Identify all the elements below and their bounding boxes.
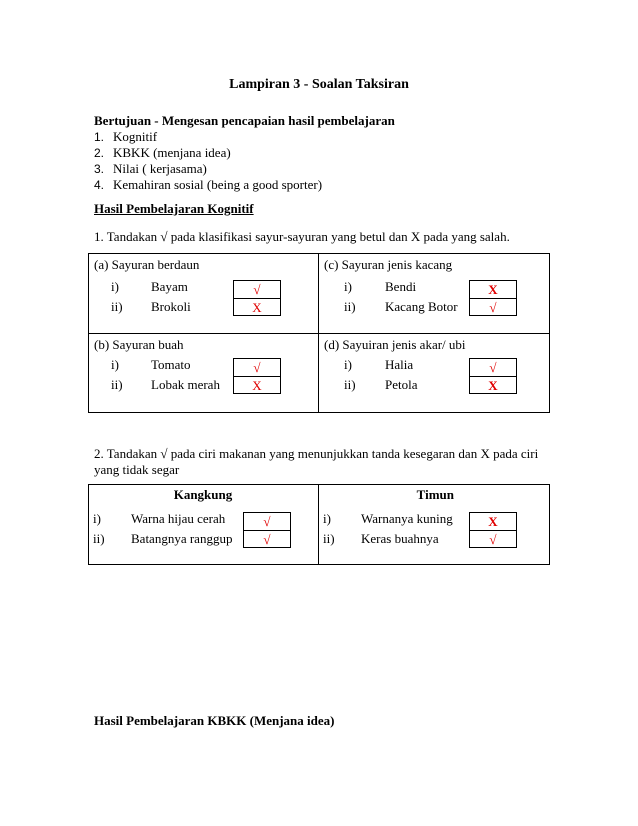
answer-box[interactable] — [243, 512, 291, 548]
section-heading-kognitif: Hasil Pembelajaran Kognitif — [94, 201, 254, 216]
item-label: Keras buahnya — [361, 531, 439, 546]
page-title: Lampiran 3 - Soalan Taksiran — [229, 77, 409, 92]
answer-box[interactable] — [469, 512, 517, 548]
column-title: Kangkung — [173, 487, 233, 502]
list-number: 3. — [94, 162, 105, 176]
item-label: Petola — [385, 377, 418, 392]
question-2-text-cont: yang tidak segar — [94, 462, 180, 477]
item-label: Warnanya kuning — [361, 511, 453, 526]
item-number: ii) — [344, 299, 356, 314]
list-item: Kemahiran sosial (being a good sporter) — [113, 177, 323, 192]
answer-box[interactable] — [469, 358, 517, 394]
item-label: Warna hijau cerah — [131, 511, 226, 526]
item-number: i) — [111, 357, 119, 372]
answer-box[interactable] — [233, 280, 281, 316]
item-label: Lobak merah — [151, 377, 220, 392]
cross-mark: X — [488, 514, 498, 529]
item-number: i) — [344, 357, 352, 372]
cell-title: (b) Sayuran buah — [94, 337, 184, 352]
item-number: i) — [344, 279, 352, 294]
check-mark: √ — [263, 532, 271, 547]
item-number: ii) — [111, 377, 123, 392]
item-number: i) — [93, 511, 101, 526]
check-mark: √ — [489, 532, 497, 547]
item-number: ii) — [111, 299, 123, 314]
item-label: Bayam — [151, 279, 188, 294]
list-number: 4. — [94, 178, 105, 192]
list-number: 2. — [94, 146, 105, 160]
check-mark: √ — [489, 360, 497, 375]
table-divider — [88, 333, 550, 334]
cross-mark: X — [252, 378, 262, 393]
question-2-text: 2. Tandakan √ pada ciri makanan yang menunjukkan tanda kesegaran dan X pada ciri — [94, 446, 539, 461]
section-heading-kbkk: Hasil Pembelajaran KBKK (Menjana idea) — [94, 713, 335, 728]
cell-title: (d) Sayuiran jenis akar/ ubi — [324, 337, 466, 352]
check-mark: √ — [489, 300, 497, 315]
item-label: Halia — [385, 357, 414, 372]
list-item: Nilai ( kerjasama) — [113, 161, 207, 176]
item-number: ii) — [344, 377, 356, 392]
item-label: Batangnya ranggup — [131, 531, 233, 546]
item-label: Bendi — [385, 279, 417, 294]
item-number: i) — [111, 279, 119, 294]
item-label: Brokoli — [151, 299, 191, 314]
check-mark: √ — [263, 514, 271, 529]
item-number: ii) — [323, 531, 335, 546]
item-label: Tomato — [151, 357, 191, 372]
answer-box[interactable] — [469, 280, 517, 316]
cross-mark: X — [488, 282, 498, 297]
item-label: Kacang Botor — [385, 299, 458, 314]
item-number: i) — [323, 511, 331, 526]
list-number: 1. — [94, 130, 105, 144]
list-item: Kognitif — [113, 129, 158, 144]
item-number: ii) — [93, 531, 105, 546]
column-title — [318, 487, 550, 503]
cell-title: (a) Sayuran berdaun — [94, 257, 200, 272]
objective-heading: Bertujuan - Mengesan pencapaian hasil pembelajaran — [94, 113, 395, 128]
answer-box[interactable] — [233, 358, 281, 394]
cell-title: (c) Sayuran jenis kacang — [324, 257, 453, 272]
question-1-text: 1. Tandakan √ pada klasifikasi sayur-sayuran yang betul dan X pada yang salah. — [94, 229, 510, 244]
check-mark: √ — [253, 282, 261, 297]
list-item: KBKK (menjana idea) — [113, 145, 231, 160]
cross-mark: X — [252, 300, 262, 315]
check-mark: √ — [253, 360, 261, 375]
cross-mark: X — [488, 378, 498, 393]
column-title-text: Timun — [416, 487, 454, 502]
